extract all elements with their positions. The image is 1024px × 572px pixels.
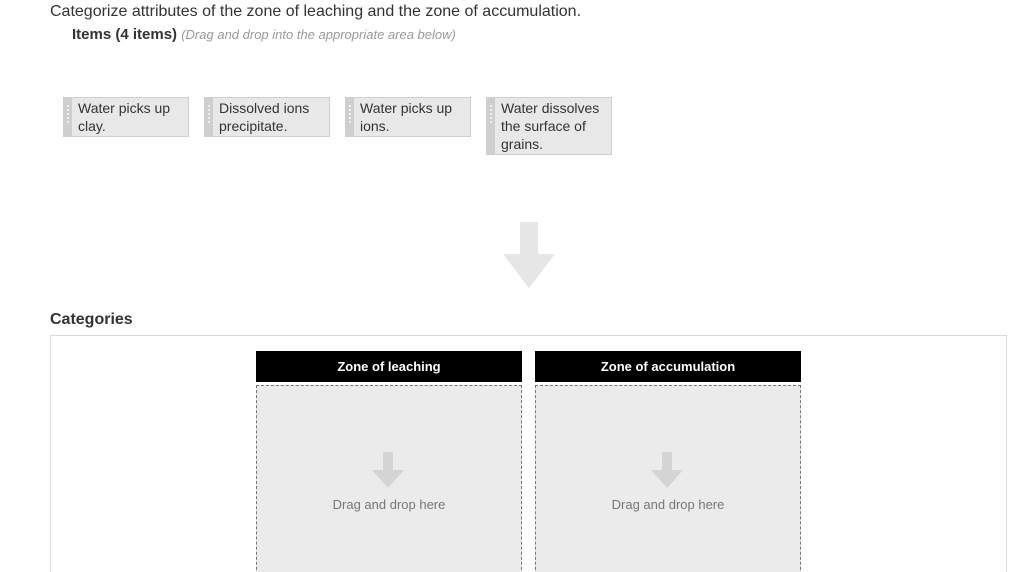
draggable-item[interactable] xyxy=(345,97,471,137)
items-header xyxy=(72,26,456,43)
category-zone-of-leaching xyxy=(256,351,522,572)
draggable-item[interactable] xyxy=(63,97,189,137)
down-arrow-icon xyxy=(372,452,404,488)
drop-zone[interactable] xyxy=(535,385,801,572)
drag-handle-icon[interactable] xyxy=(346,98,354,136)
down-arrow-icon xyxy=(503,222,555,288)
categories-container xyxy=(50,335,1007,572)
drop-zone[interactable] xyxy=(256,385,522,572)
draggable-item[interactable] xyxy=(486,97,612,155)
item-label: Water dissolves the surface of grains. xyxy=(501,100,600,152)
drag-handle-icon[interactable] xyxy=(487,98,495,154)
drag-handle-icon[interactable] xyxy=(64,98,72,136)
drop-zone-text: Drag and drop here xyxy=(611,497,725,512)
drop-zone-text: Drag and drop here xyxy=(332,497,446,512)
item-label: Water picks up clay. xyxy=(78,100,171,134)
categories-title: Categories xyxy=(50,311,133,328)
item-label: Water picks up ions. xyxy=(360,100,453,134)
item-label: Dissolved ions precipitate. xyxy=(219,100,310,134)
items-header-hint: (Drag and drop into the appropriate area below) xyxy=(181,27,456,42)
items-header-title: Items (4 items) xyxy=(72,26,178,43)
draggable-item[interactable] xyxy=(204,97,330,137)
down-arrow-icon xyxy=(651,452,683,488)
category-zone-of-accumulation xyxy=(535,351,801,572)
question-prompt: Categorize attributes of the zone of leaching and the zone of accumulation. xyxy=(50,3,582,20)
drag-handle-icon[interactable] xyxy=(205,98,213,136)
category-header: Zone of leaching xyxy=(256,351,522,382)
category-header: Zone of accumulation xyxy=(535,351,801,382)
